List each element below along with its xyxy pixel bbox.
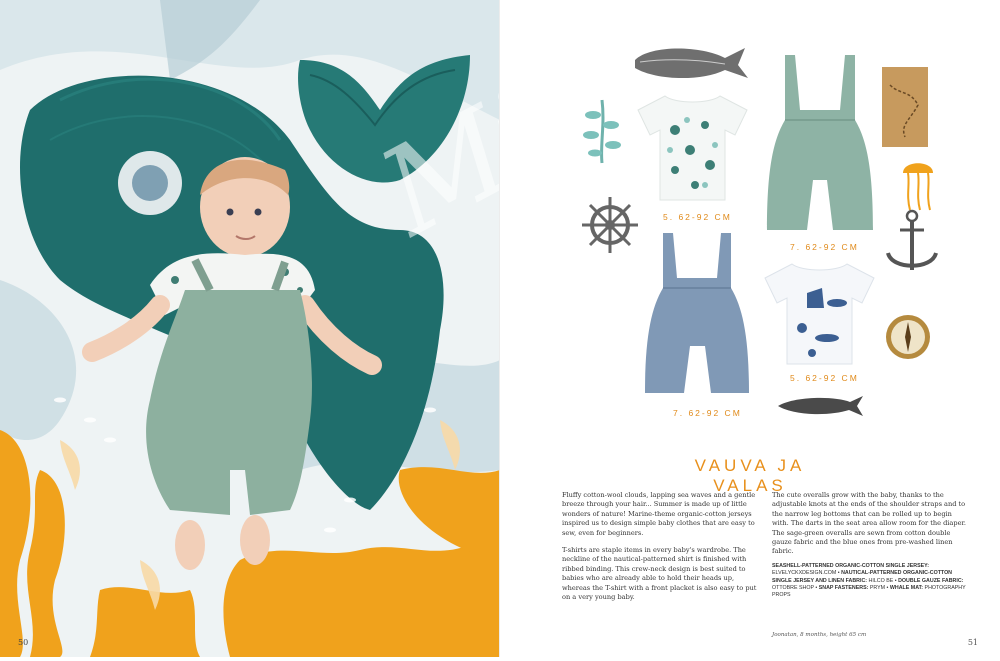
credit-label: SNAP FASTENERS: (818, 584, 869, 591)
body-column-2 (772, 491, 970, 565)
anchor-illustration (882, 208, 942, 278)
materials-credits: SEASHELL-PATTERNED ORGANIC-COTTON SINGLE JERSEY: ELVELYCKXDESIGN.COM • NAUTICAL-PATTERNED ORGANIC-COTTON SINGLE JERSEY AND LINEN FABRIC: HILCO BE • DOUBLE GAUZE FABRIC: OTTOBRE SHOP • SNAP FASTENERS: PRYM • WHALE MAT: PHOTOGRAPHY PROPS (772, 563, 966, 599)
credit-label: WHALE MAT: (889, 584, 924, 591)
size-label-blue-overalls: 7. 62-92 CM (673, 408, 742, 418)
ship-wheel-illustration (580, 195, 640, 255)
seashell-tshirt (635, 90, 750, 205)
credit-value: OTTOBRE SHOP (772, 584, 814, 591)
dolphin-illustration (775, 390, 865, 420)
credit-value: PHOTOGRAPHY PROPS (772, 584, 966, 599)
body-paragraph: The cute overalls grow with the baby, thanks to the adjustable knots at the ends of the shoulder straps and to the narrow leg bottoms that can be rolled up to begin with. The darts in the seat area allow room for the diaper. The sage-green overalls are sewn from cotton double gauze fabric and the blue ones from pre-washed linen fabric. (772, 491, 966, 556)
treasure-map-illustration (880, 65, 930, 150)
size-label-nautical-tshirt: 5. 62-92 CM (790, 373, 859, 383)
seaweed-illustration (575, 95, 630, 165)
size-label-seashell-tshirt: 5. 62-92 CM (663, 212, 732, 222)
model-note: Joonatan, 8 months, height 65 cm (772, 632, 867, 638)
body-paragraph: Fluffy cotton-wool clouds, lapping sea waves and a gentle breeze through your hair... Summer is made up of little wonders of nature! Marine-theme organic-cotton jerseys inspired us to design simple baby clothes that are easy to sew, even for beginners. (562, 491, 756, 537)
sage-overalls (755, 50, 885, 240)
jellyfish-illustration (898, 155, 938, 215)
body-column-1 (562, 491, 760, 610)
left-page-photo (0, 0, 500, 657)
whale-illustration (630, 40, 750, 85)
nautical-tshirt (762, 258, 877, 368)
body-paragraph: T-shirts are staple items in every baby's wardrobe. The neckline of the nautical-patterned shirt is finished with ribbed binding. This crew-neck design is best suited to babies who are already able to hold their heads up, whereas the T-shirt with a front placket is also easy to put on a very young baby. (562, 546, 757, 602)
credit-label: NAUTICAL-PATTERNED ORGANIC-COTTON SINGLE JERSEY AND LINEN FABRIC: (772, 570, 953, 584)
page-number-right: 51 (967, 638, 978, 647)
credit-label: SEASHELL-PATTERNED ORGANIC-COTTON SINGLE JERSEY: (772, 563, 930, 569)
credit-label: DOUBLE GAUZE FABRIC: (898, 577, 964, 584)
credit-value: HILCO BE (868, 577, 894, 584)
size-label-sage-overalls: 7. 62-92 CM (790, 242, 859, 252)
right-page (500, 0, 1000, 657)
baby-on-whale-photo (0, 0, 500, 657)
blue-linen-overalls (635, 228, 760, 403)
credit-value: PRYM (869, 584, 886, 591)
compass-illustration (884, 313, 932, 361)
credit-value: ELVELYCKXDESIGN.COM (772, 570, 837, 577)
page-number-left: 50 (18, 638, 29, 647)
article-title: VAUVA JA VALAS (694, 456, 806, 495)
